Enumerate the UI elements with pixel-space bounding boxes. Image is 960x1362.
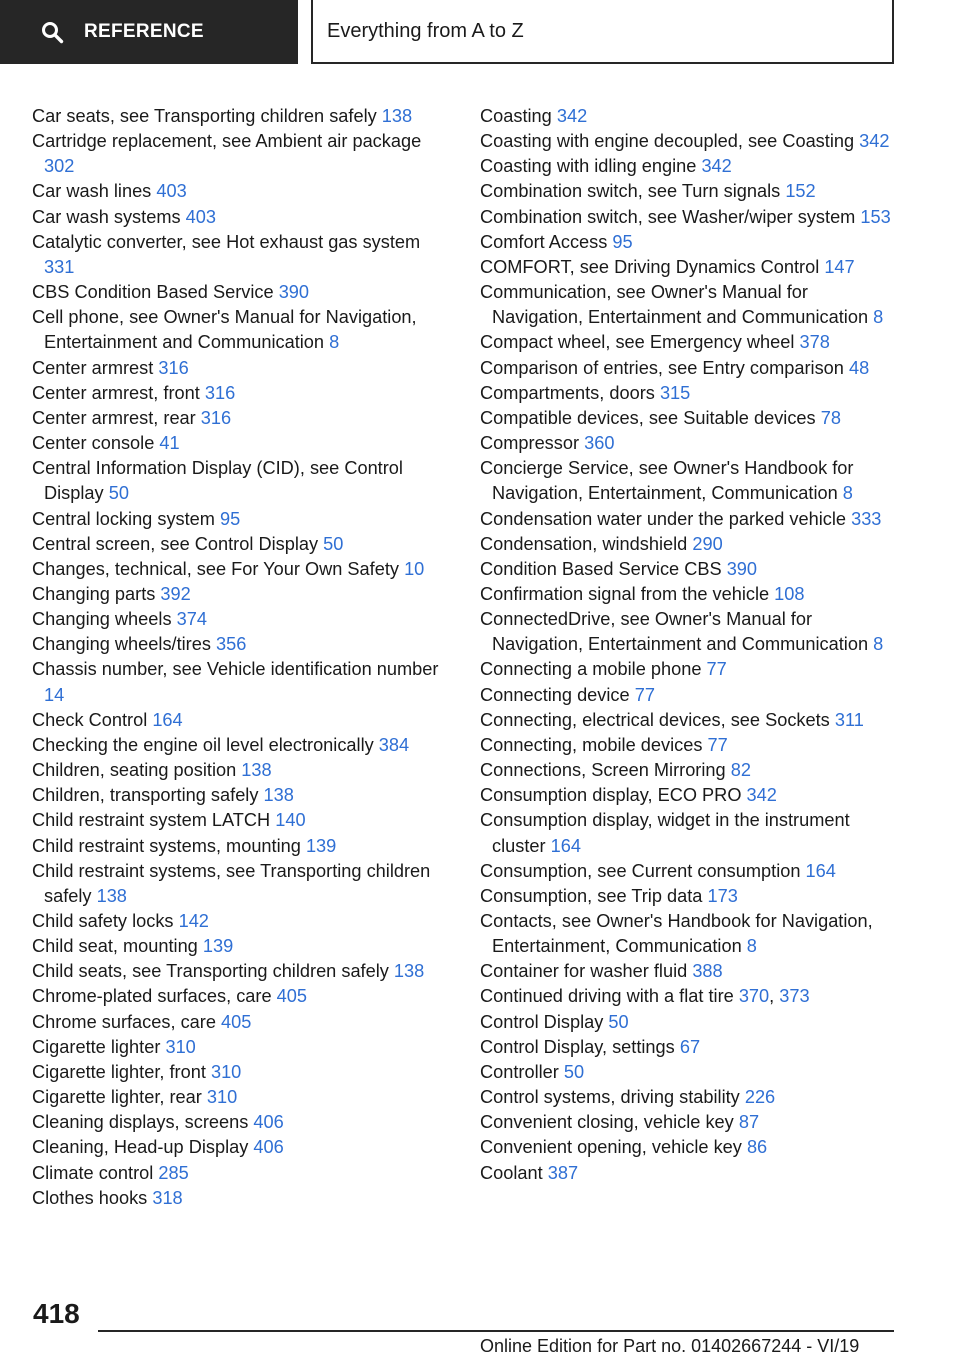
index-entry: [480, 154, 900, 179]
index-entry: [32, 657, 442, 707]
entry-text: Cleaning displays, screens: [32, 1112, 249, 1133]
page-link[interactable]: 356: [216, 634, 247, 655]
page-link[interactable]: 153: [860, 206, 891, 227]
page-link[interactable]: 87: [738, 1112, 760, 1133]
entry-text: Concierge Service, see Owner's Handbook for Navigation, Entertainment, Communication: [480, 458, 854, 504]
page-link[interactable]: 173: [707, 885, 738, 906]
page-link[interactable]: 48: [848, 357, 870, 378]
entry-text: Child seats, see Transporting children safely: [32, 961, 389, 982]
index-entry: [480, 909, 900, 959]
page-link[interactable]: 390: [726, 558, 758, 579]
index-entry: [32, 1110, 442, 1135]
index-entry: [480, 582, 900, 607]
entry-text: Consumption display, ECO PRO: [480, 785, 742, 806]
index-entry: [32, 607, 442, 632]
index-entry: [480, 129, 900, 154]
page-link[interactable]: 370: [738, 986, 770, 1007]
index-entry: [32, 934, 442, 959]
index-entry: [32, 280, 442, 305]
index-entry: [32, 507, 442, 532]
page-link[interactable]: 41: [159, 433, 180, 454]
entry-text: Confirmation signal from the vehicle: [480, 583, 770, 604]
entry-text: Child restraint system LATCH: [32, 810, 271, 831]
page-link[interactable]: 405: [221, 1011, 252, 1032]
entry-text: Coasting with engine decoupled, see Coasting: [480, 131, 855, 152]
page-link[interactable]: 378: [799, 332, 830, 353]
page-link[interactable]: 8: [873, 307, 884, 328]
index-entry: [480, 708, 900, 733]
page-link[interactable]: 67: [679, 1036, 701, 1057]
page-link[interactable]: 406: [253, 1112, 284, 1133]
page-link[interactable]: 50: [108, 483, 129, 504]
entry-text: Central locking system: [32, 508, 215, 529]
index-entry: [480, 330, 900, 355]
entry-text: Car wash lines: [32, 181, 152, 202]
index-entry: [480, 733, 900, 758]
index-entry: [480, 884, 900, 909]
footer-divider: [98, 1330, 894, 1332]
entry-text: Condensation water under the parked vehicle: [480, 508, 847, 529]
index-entry: [480, 104, 900, 129]
entry-text: Children, transporting safely: [32, 785, 259, 806]
entry-text: Connecting device: [480, 684, 630, 705]
entry-text: Coasting with idling engine: [480, 156, 697, 177]
index-entry: [480, 205, 900, 230]
page-title: Everything from A to Z: [311, 0, 894, 64]
page-link[interactable]: 50: [608, 1011, 629, 1032]
page-link[interactable]: 390: [278, 282, 310, 303]
section-label: REFERENCE: [84, 21, 204, 42]
page-link[interactable]: 315: [659, 382, 691, 403]
index-entry: [480, 406, 900, 431]
index-entry: [480, 1135, 900, 1160]
entry-text: Cigarette lighter, rear: [32, 1087, 202, 1108]
page-link[interactable]: 142: [178, 911, 209, 931]
page-link[interactable]: 138: [381, 106, 413, 126]
page-link[interactable]: 316: [200, 407, 232, 428]
entry-text: Central screen, see Control Display: [32, 533, 319, 554]
page-link[interactable]: 8: [746, 936, 757, 957]
entry-text: Child restraint systems, mounting: [32, 835, 301, 856]
page-link[interactable]: 50: [323, 533, 344, 554]
entry-text: Children, seating position: [32, 760, 237, 781]
page-link[interactable]: 310: [165, 1036, 196, 1057]
page-link[interactable]: 164: [805, 860, 836, 881]
entry-text: Convenient opening, vehicle key: [480, 1137, 742, 1158]
entry-text: Container for washer fluid: [480, 961, 688, 982]
index-entry: [480, 1010, 900, 1035]
entry-text: Checking the engine oil level electronically: [32, 734, 374, 755]
page-link[interactable]: 139: [305, 835, 337, 856]
page-link[interactable]: 333: [851, 508, 882, 529]
entry-text: Connecting a mobile phone: [480, 659, 702, 680]
entry-text: Changing wheels/tires: [32, 634, 211, 655]
index-entry: [32, 1035, 442, 1060]
page-link[interactable]: 226: [744, 1087, 776, 1108]
page-link[interactable]: 374: [176, 609, 207, 630]
page-link[interactable]: 95: [220, 508, 241, 529]
page-link[interactable]: 311: [834, 709, 864, 730]
index-entry: [480, 532, 900, 557]
page-link[interactable]: 342: [556, 106, 588, 126]
page-link[interactable]: 138: [241, 760, 272, 781]
index-entry: [32, 230, 442, 280]
entry-text: Child restraint systems, see Transporting children safely: [32, 860, 431, 906]
page-link[interactable]: 403: [156, 181, 187, 202]
page-link[interactable]: 82: [730, 760, 751, 781]
index-entry: [32, 104, 442, 129]
entry-text: Controller: [480, 1061, 559, 1082]
section-tab-reference[interactable]: [0, 0, 298, 64]
page-link[interactable]: 310: [206, 1087, 238, 1108]
index-entry: [480, 783, 900, 808]
entry-text: Coolant: [480, 1162, 543, 1183]
page-link[interactable]: 77: [707, 734, 728, 755]
index-entry: [32, 1010, 442, 1035]
page-link[interactable]: 140: [275, 810, 306, 831]
page-link[interactable]: 164: [152, 709, 183, 730]
entry-text: Comparison of entries, see Entry comparison: [480, 357, 844, 378]
page-link[interactable]: 77: [706, 659, 727, 680]
entry-text: Control Display, settings: [480, 1036, 675, 1057]
index-entry: [32, 305, 442, 355]
edition-note: Online Edition for Part no. 01402667244 - VI/19: [480, 1336, 860, 1356]
page-link[interactable]: 138: [96, 885, 127, 906]
index-entry: [480, 859, 900, 884]
index-entry: [32, 632, 442, 657]
index-entry: [480, 1035, 900, 1060]
page-link[interactable]: 406: [253, 1137, 284, 1158]
index-entry: [480, 808, 900, 858]
page-link[interactable]: 388: [692, 961, 723, 982]
page-link[interactable]: 373: [779, 986, 810, 1007]
index-entry: [32, 1135, 442, 1160]
entry-text: COMFORT, see Driving Dynamics Control: [480, 256, 820, 277]
entry-text: Coasting: [480, 106, 552, 126]
page-link[interactable]: 8: [842, 483, 853, 504]
index-entry: [32, 582, 442, 607]
entry-text: Condensation, windshield: [480, 533, 688, 554]
index-entry: [480, 607, 900, 657]
index-column-left: [32, 104, 442, 1211]
entry-text: Climate control: [32, 1162, 154, 1183]
index-entry: [32, 834, 442, 859]
entry-text: Combination switch, see Turn signals: [480, 181, 781, 202]
index-entry: [32, 1085, 442, 1110]
page-link[interactable]: 290: [692, 533, 723, 554]
page-link[interactable]: 164: [550, 835, 581, 856]
entry-text: CBS Condition Based Service: [32, 282, 274, 303]
page-link[interactable]: 331: [44, 256, 75, 277]
page-link[interactable]: 403: [185, 206, 216, 227]
index-entry: Continued driving with a flat tire 370, 373: [480, 986, 810, 1007]
index-entry: [480, 1161, 900, 1186]
page-link[interactable]: 10: [404, 558, 425, 579]
entry-text: Connecting, electrical devices, see Sockets: [480, 709, 830, 730]
index-entry: [480, 758, 900, 783]
entry-text: Connections, Screen Mirroring: [480, 760, 726, 781]
page-link[interactable]: 77: [634, 684, 655, 705]
index-entry: [32, 1161, 442, 1186]
page-link[interactable]: 316: [158, 357, 189, 378]
index-entry: [480, 683, 900, 708]
entry-text: Continued driving with a flat tire: [480, 986, 734, 1007]
index-entry: [480, 1085, 900, 1110]
entry-text: Child seat, mounting: [32, 936, 198, 957]
index-entry: [480, 179, 900, 204]
index-entry: [480, 557, 900, 582]
page-link[interactable]: 342: [701, 156, 732, 177]
entry-text: Combination switch, see Washer/wiper system: [480, 206, 856, 227]
entry-text: Central Information Display (CID), see Control Display: [32, 458, 403, 504]
index-entry: [32, 984, 442, 1009]
index-entry: [480, 1060, 900, 1085]
entry-text: Control systems, driving stability: [480, 1087, 740, 1108]
index-entry: [32, 1186, 442, 1211]
page-link[interactable]: 318: [152, 1187, 183, 1208]
index-entry: [32, 205, 442, 230]
entry-text: Control Display: [480, 1011, 604, 1032]
entry-text: Cigarette lighter, front: [32, 1061, 206, 1082]
entry-text: Connecting, mobile devices: [480, 734, 703, 755]
index-entry: [32, 356, 442, 381]
index-entry: [32, 733, 442, 758]
index-entry: [480, 280, 900, 330]
page-link[interactable]: 50: [563, 1061, 585, 1082]
entry-text: Cigarette lighter: [32, 1036, 161, 1057]
page-link[interactable]: 392: [160, 583, 191, 604]
entry-text: Condition Based Service CBS: [480, 558, 722, 579]
entry-text: Cartridge replacement, see Ambient air package: [32, 131, 422, 152]
entry-text: Compressor: [480, 433, 580, 454]
entry-text: Communication, see Owner's Manual for Navigation, Entertainment and Communication: [480, 282, 869, 328]
index-entry: [32, 406, 442, 431]
page-link[interactable]: 405: [276, 986, 307, 1007]
page-link[interactable]: 310: [210, 1061, 242, 1082]
entry-text: Changing parts: [32, 583, 156, 604]
entry-text: Catalytic converter, see Hot exhaust gas system: [32, 231, 421, 252]
page-link[interactable]: 78: [820, 407, 841, 428]
entry-text: Changes, technical, see For Your Own Safety: [32, 558, 399, 579]
entry-text: Compact wheel, see Emergency wheel: [480, 332, 795, 353]
entry-text: Changing wheels: [32, 609, 172, 630]
page-link[interactable]: 342: [746, 785, 777, 806]
search-icon: [40, 20, 64, 44]
entry-text: Center armrest, front: [32, 382, 200, 403]
page-link[interactable]: 8: [329, 332, 340, 353]
page-link[interactable]: 316: [204, 382, 236, 403]
page-link[interactable]: 302: [44, 156, 75, 177]
entry-text: Comfort Access: [480, 231, 608, 252]
entry-text: Consumption, see Current consumption: [480, 860, 801, 881]
page-link[interactable]: 384: [378, 734, 410, 755]
index-entry: [480, 356, 900, 381]
page-link[interactable]: 139: [202, 936, 234, 957]
entry-text: Center armrest: [32, 357, 154, 378]
page-link[interactable]: 152: [785, 181, 816, 202]
index-entry: [32, 708, 442, 733]
entry-text: Contacts, see Owner's Handbook for Navigation, Entertainment, Communication: [480, 911, 873, 957]
page-number: 418: [33, 1298, 80, 1329]
entry-text: Center console: [32, 433, 155, 454]
index-entry: [32, 859, 442, 909]
entry-text: Child safety locks: [32, 911, 174, 931]
entry-text: Convenient closing, vehicle key: [480, 1112, 734, 1133]
index-entry: [32, 532, 442, 557]
index-entry: [32, 129, 442, 179]
index-entry: [32, 909, 442, 934]
page-link[interactable]: 138: [393, 961, 425, 982]
index-entry: [32, 808, 442, 833]
entry-text: Chassis number, see Vehicle identification number: [32, 659, 439, 680]
index-entry: [32, 179, 442, 204]
entry-text: Center armrest, rear: [32, 407, 196, 428]
index-entry: [32, 959, 442, 984]
page-link[interactable]: 95: [612, 231, 633, 252]
entry-text: Compartments, doors: [480, 382, 655, 403]
entry-text: Consumption, see Trip data: [480, 885, 703, 906]
index-entry: [32, 456, 442, 506]
index-entry: [32, 1060, 442, 1085]
entry-text: Consumption display, widget in the instrument cluster: [480, 810, 850, 856]
entry-text: Car seats, see Transporting children safely: [32, 106, 377, 126]
index-column-right: [480, 104, 900, 1186]
index-entry: [32, 783, 442, 808]
entry-text: ConnectedDrive, see Owner's Manual for Navigation, Entertainment and Communication: [480, 609, 869, 655]
page-link[interactable]: 342: [859, 131, 890, 152]
page-link[interactable]: 147: [824, 256, 855, 277]
index-entry: [32, 557, 442, 582]
page-link[interactable]: 8: [873, 634, 884, 655]
entry-text: Clothes hooks: [32, 1187, 148, 1208]
entry-text: Car wash systems: [32, 206, 181, 227]
entry-text: Check Control: [32, 709, 148, 730]
entry-text: Compatible devices, see Suitable devices: [480, 407, 816, 428]
index-entry: [480, 255, 900, 280]
entry-text: Chrome-plated surfaces, care: [32, 986, 272, 1007]
entry-text: Cell phone, see Owner's Manual for Navigation, Entertainment and Communication: [32, 307, 417, 353]
page-link[interactable]: 387: [547, 1162, 579, 1183]
index-entry: [480, 230, 900, 255]
page-link[interactable]: 14: [44, 684, 65, 705]
index-entry: [32, 431, 442, 456]
page-link[interactable]: 108: [774, 583, 805, 604]
entry-text: Cleaning, Head-up Display: [32, 1137, 249, 1158]
entry-text: Chrome surfaces, care: [32, 1011, 216, 1032]
index-entry: [480, 456, 900, 506]
index-entry: [32, 381, 442, 406]
index-entry: [480, 959, 900, 984]
index-entry: [480, 1110, 900, 1135]
page-link[interactable]: 86: [746, 1137, 768, 1158]
index-entry: [480, 507, 900, 532]
index-entry: [480, 381, 900, 406]
page-link[interactable]: 285: [158, 1162, 189, 1183]
index-entry: [32, 758, 442, 783]
page-link[interactable]: 360: [584, 433, 615, 454]
index-entry: [480, 431, 900, 456]
index-entry: [480, 657, 900, 682]
page-link[interactable]: 138: [263, 785, 294, 806]
